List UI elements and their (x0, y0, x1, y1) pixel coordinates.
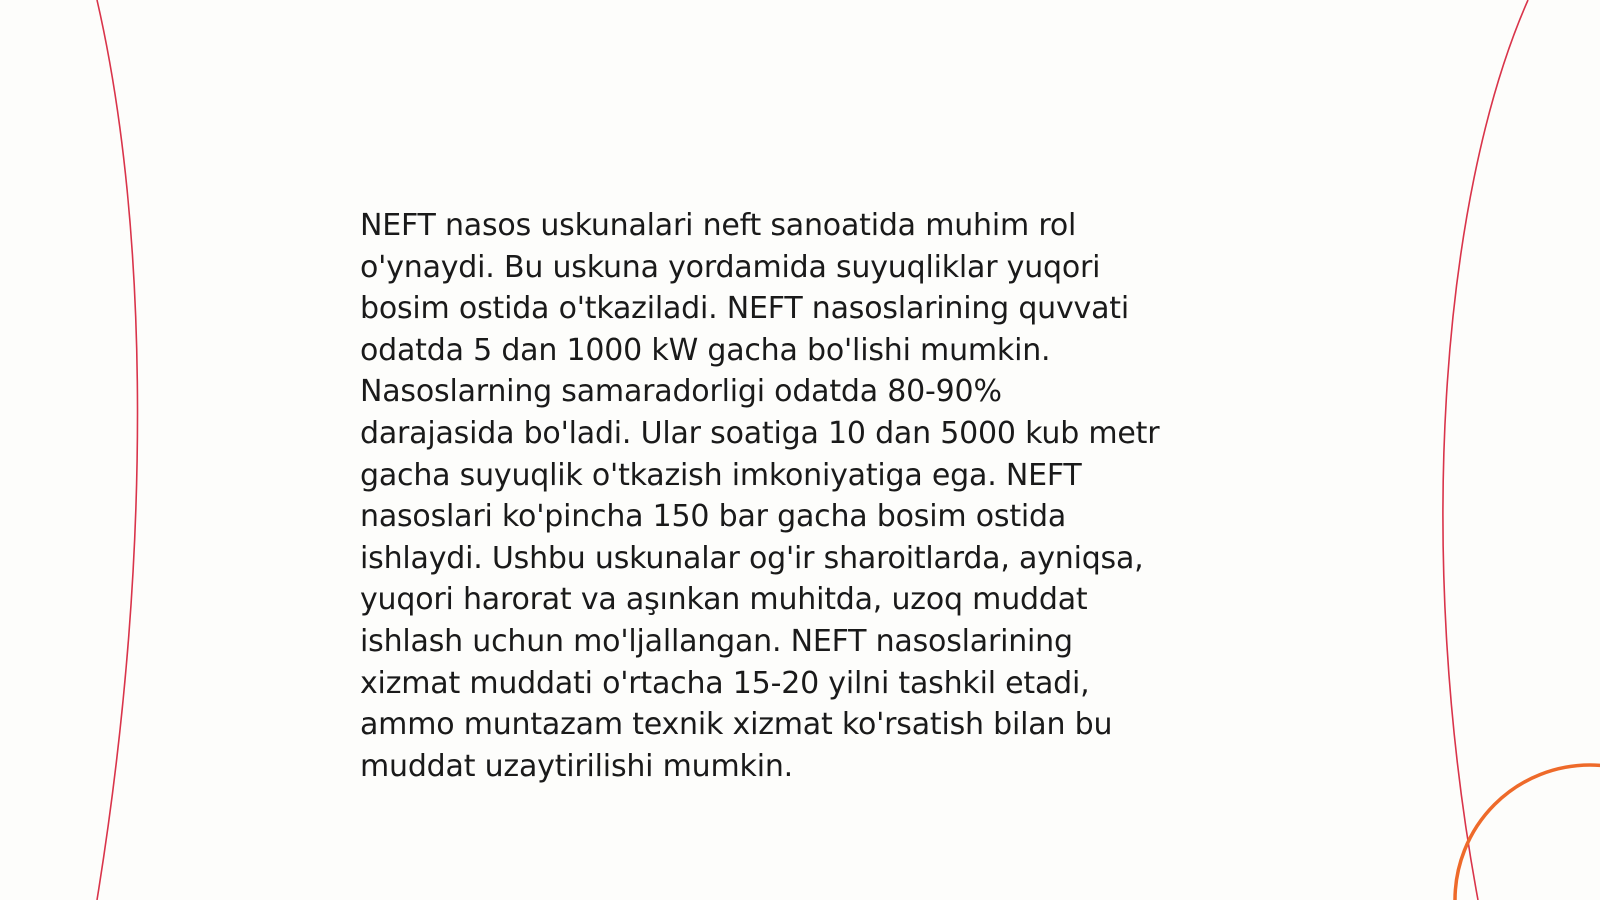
left-curve-line (97, 0, 138, 900)
text-line: ishlash uchun mo'ljallangan. NEFT nasoslarining (360, 623, 1073, 659)
text-line: NEFT nasos uskunalari neft sanoatida muhim rol (360, 208, 1077, 243)
text-line: odatda 5 dan 1000 kW gacha bo'lishi mumkin. (360, 332, 1051, 368)
text-line: Nasoslarning samaradorligi odatda 80-90% (360, 374, 1002, 410)
text-line: ishlaydi. Ushbu uskunalar og'ir sharoitlarda, ayniqsa, (360, 540, 1144, 576)
text-line: bosim ostida o'tkaziladi. NEFT nasoslarining quvvati (360, 291, 1129, 327)
text-line: gacha suyuqlik o'tkazish imkoniyatiga ega. NEFT (360, 457, 1082, 493)
text-line: ammo muntazam texnik xizmat ko'rsatish bilan bu (360, 707, 1113, 743)
text-line: yuqori harorat va aşınkan muhitda, uzoq muddat (360, 582, 1088, 618)
right-curve-line (1443, 0, 1528, 900)
accent-arc (1455, 765, 1600, 900)
text-line: nasoslari ko'pincha 150 bar gacha bosim ostida (360, 499, 1067, 535)
text-line: muddat uzaytirilishi mumkin. (360, 748, 793, 784)
text-line: o'ynaydi. Bu uskuna yordamida suyuqliklar yuqori (360, 249, 1101, 285)
text-line: xizmat muddati o'rtacha 15-20 yilni tashkil etadi, (360, 665, 1090, 701)
text-line: darajasida bo'ladi. Ular soatiga 10 dan 5000 kub metr (360, 415, 1160, 451)
body-paragraph (360, 205, 1240, 787)
